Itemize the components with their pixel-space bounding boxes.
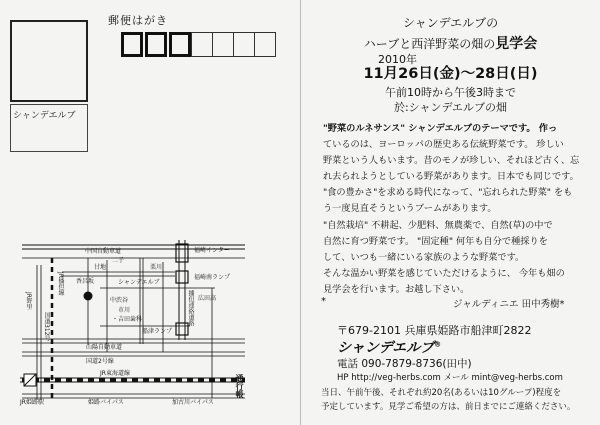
map-label-hirotaka: 広田高 (198, 295, 217, 302)
registered-mark: ® (434, 340, 442, 349)
body-line: "食の豊かさ"を求める時代になって、"忘れられた野菜" をも (323, 187, 573, 198)
flyer-title-emph: 見学会 (495, 36, 538, 52)
phone: 電話 090-7879-8736(田中) (337, 358, 472, 370)
signature: ジャルディニエ 田中秀樹* (453, 299, 565, 310)
flyer-title-main: ハーブと西洋野菜の畑の (363, 37, 496, 51)
flyer-title (301, 33, 600, 53)
map-fukusaki-ic-box (176, 244, 188, 262)
map-label-futago: 二子 (112, 257, 125, 264)
note-line-2: 予定しています。見学ご希望の方は、前日までにご連絡ください。 (321, 402, 576, 412)
map-label-kanshu: 甘地 (94, 264, 107, 271)
body-line: そんな温かい野菜を感じていただけるように、 今年も畑の (323, 268, 565, 279)
map-label-tsukan: 通行帳 (235, 374, 244, 398)
map-fukusaki-ramp-box (176, 271, 188, 283)
map-label-himeji-bypass: 姫路バイパス (88, 399, 124, 406)
sender-label: シャンデエルブ (13, 111, 76, 121)
body-line: して、いつも一緒にいる家族のような野菜です。 (323, 252, 525, 263)
flyer-venue: 於:シャンデエルブの畑 (393, 101, 508, 114)
web-contact: HP http://veg-herbs.com メール mint@veg-herbs.com (337, 373, 563, 383)
map-shop-dot (84, 292, 93, 301)
map-label-yoshida: ・吉田歯科 (112, 316, 143, 323)
flyer-time: 午前10時から午後3時まで (385, 86, 516, 99)
company-name-text: シャンデエルブ (337, 340, 435, 356)
map-label-jr-sanyo: JR東海道線 (100, 370, 130, 377)
body-line: う一度見直そうというブームがあります。 (323, 203, 497, 214)
signature-mark: * (321, 296, 326, 307)
body-line: 見学会を行います。お越し下さい。 (323, 284, 470, 295)
address: 〒679-2101 兵庫県姫路市船津町2822 (337, 324, 532, 337)
body-line: れ去られようとしている野菜があります。日本でも同じです。 (323, 171, 579, 182)
map-label-jr-himeji: JR姫路駅 (20, 399, 44, 406)
postcard-header: 郵便はがき (108, 14, 168, 27)
flyer-line1: シャンデエルブの (402, 16, 499, 30)
map-label-kurikawa: 栗川 (150, 264, 163, 271)
company-name (337, 337, 441, 357)
map-label-ichikawa: 市川 (118, 307, 131, 314)
map-label-nakashibuya: 中渋谷 (110, 297, 129, 304)
map-label-kosaka: 香呂坂 (76, 278, 95, 285)
flyer-dates: 11月26日(金)～28日(日) (363, 66, 538, 82)
map-label-bantan-road: 播但連絡道路 (187, 290, 194, 326)
flyer-message-side (301, 0, 600, 425)
flyer-year: 2010年 (378, 53, 417, 66)
map-label-sanyo-exp: 山陽自動車道 (86, 344, 123, 351)
body-line: 野菜という人もいます。昔のモノが珍しい、それほど古く、忘 (323, 155, 580, 166)
map-label-jr-nozato: JR野里 (25, 292, 32, 310)
map-label-fukusaki-ramp: 福崎南ランプ (194, 274, 231, 281)
map-label-route2: 国道2号線 (86, 358, 114, 365)
map-label-route312: 国道312号 (43, 312, 50, 342)
body-line: "自然栽培" 不耕起、少肥料、無農薬で、自然(草)の中で (323, 220, 553, 231)
note-line-1: 当日、午前午後、それぞれ約20名(あるいは10グループ)程度を (321, 388, 562, 398)
map-label-kakogawa-bypass: 加古川バイパス (172, 399, 214, 406)
map-label-funatsu-ramp: 船津ランプ (142, 328, 173, 335)
map-label-shop: シャンデエルブ (118, 279, 160, 286)
map-label-jr-bantan: JR播但線 (57, 272, 64, 296)
body-line: ているのは、ヨーロッパの歴史ある伝統野菜です。 珍しい (323, 139, 564, 150)
body-line: "野菜のルネサンス" シャンデエルブのテーマです。 作っ (323, 123, 558, 134)
map-label-fukusaki-ic: 福崎インター (194, 247, 230, 254)
body-line: 自然に育つ野菜です。 "固定種" 何年も自分で種採りを (323, 236, 548, 247)
map-label-expressway: 中国自動車道 (85, 248, 122, 255)
